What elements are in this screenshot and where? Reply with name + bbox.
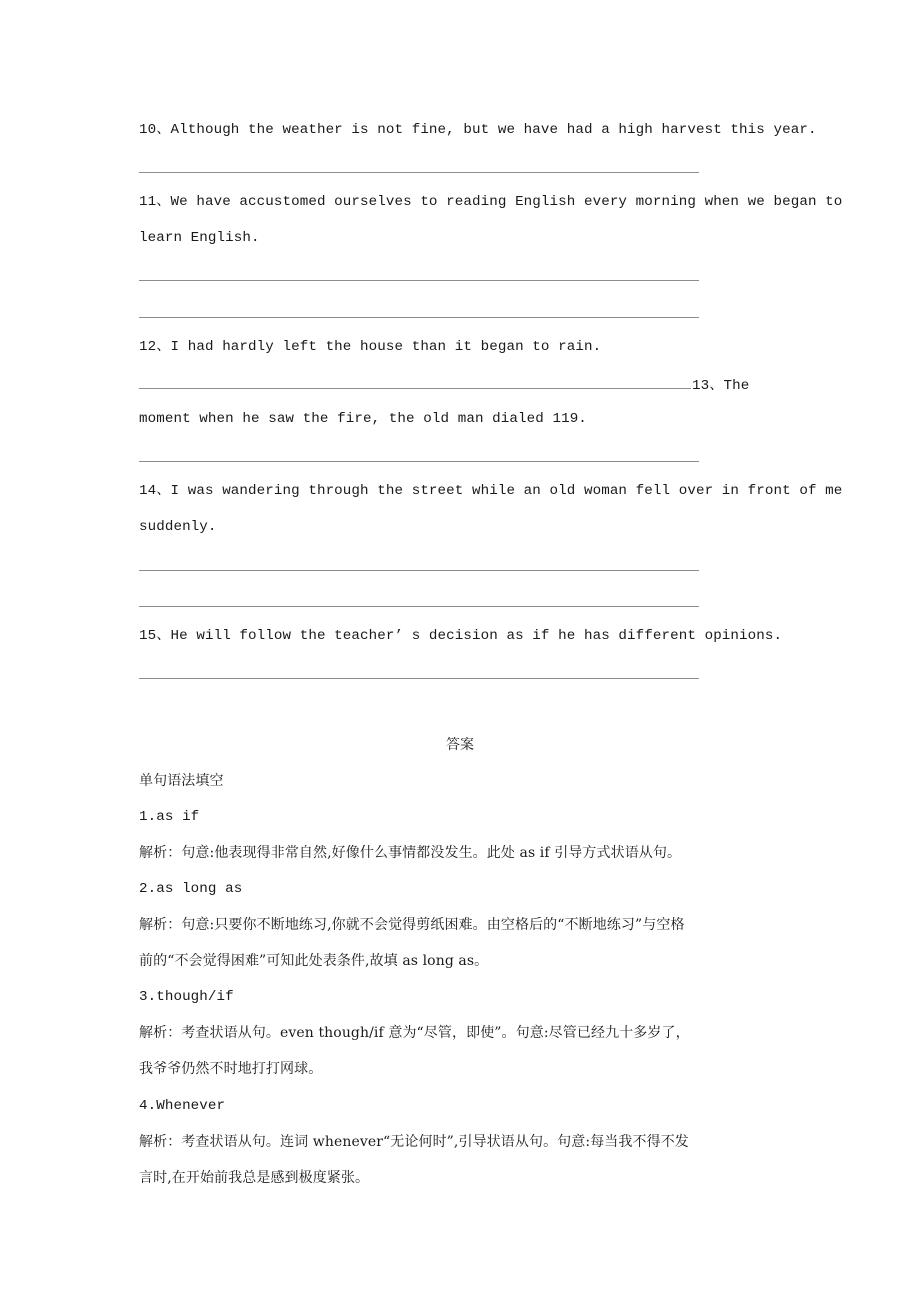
answer-line-13[interactable] bbox=[139, 461, 699, 462]
answer-4: 4.Whenever bbox=[139, 1098, 226, 1114]
analysis-2: 解析：句意:只要你不断地练习,你就不会觉得剪纸困难。由空格后的“不断地练习”与空格 bbox=[139, 917, 685, 933]
analysis-3-cont: 我爷爷仍然不时地打打网球。 bbox=[139, 1061, 323, 1077]
question-12: 12、I had hardly left the house than it began to rain. bbox=[139, 339, 602, 355]
question-11: 11、We have accustomed ourselves to reading English every morning when we began to bbox=[139, 194, 843, 210]
question-14-cont: suddenly. bbox=[139, 519, 217, 535]
answer-line-10[interactable] bbox=[139, 172, 699, 173]
answer-line-11a[interactable] bbox=[139, 280, 699, 281]
answers-title: 答案 bbox=[446, 737, 474, 753]
question-13-cont: moment when he saw the fire, the old man dialed 119. bbox=[139, 411, 587, 427]
answer-line-11b[interactable] bbox=[139, 317, 699, 318]
question-10: 10、Although the weather is not fine, but we have had a high harvest this year. bbox=[139, 122, 817, 138]
analysis-3: 解析：考查状语从句。even though/if 意为“尽管，即使”。句意:尽管已经九十多岁了， bbox=[139, 1025, 690, 1041]
answer-1: 1.as if bbox=[139, 809, 200, 825]
question-11-cont: learn English. bbox=[139, 230, 260, 246]
answer-line-12-with-q13 bbox=[139, 374, 749, 395]
analysis-1: 解析：句意:他表现得非常自然,好像什么事情都没发生。此处 as if 引导方式状语从句。 bbox=[139, 845, 682, 861]
analysis-2-cont: 前的“不会觉得困难”可知此处表条件,故填 as long as。 bbox=[139, 953, 489, 969]
answer-2: 2.as long as bbox=[139, 881, 243, 897]
question-13: 13、The bbox=[692, 378, 750, 394]
answer-line-14a[interactable] bbox=[139, 570, 699, 571]
analysis-4: 解析：考查状语从句。连词 whenever“无论何时”,引导状语从句。句意:每当我不得不发 bbox=[139, 1134, 689, 1150]
answers-section-heading: 单句语法填空 bbox=[139, 773, 224, 789]
answer-line-12[interactable] bbox=[139, 374, 691, 389]
question-15: 15、He will follow the teacher’ s decision as if he has different opinions. bbox=[139, 628, 783, 644]
answer-line-14b[interactable] bbox=[139, 606, 699, 607]
answer-line-15[interactable] bbox=[139, 678, 699, 679]
analysis-4-cont: 言时,在开始前我总是感到极度紧张。 bbox=[139, 1170, 370, 1186]
answer-3: 3.though/if bbox=[139, 989, 234, 1005]
question-14: 14、I was wandering through the street while an old woman fell over in front of me bbox=[139, 483, 843, 499]
